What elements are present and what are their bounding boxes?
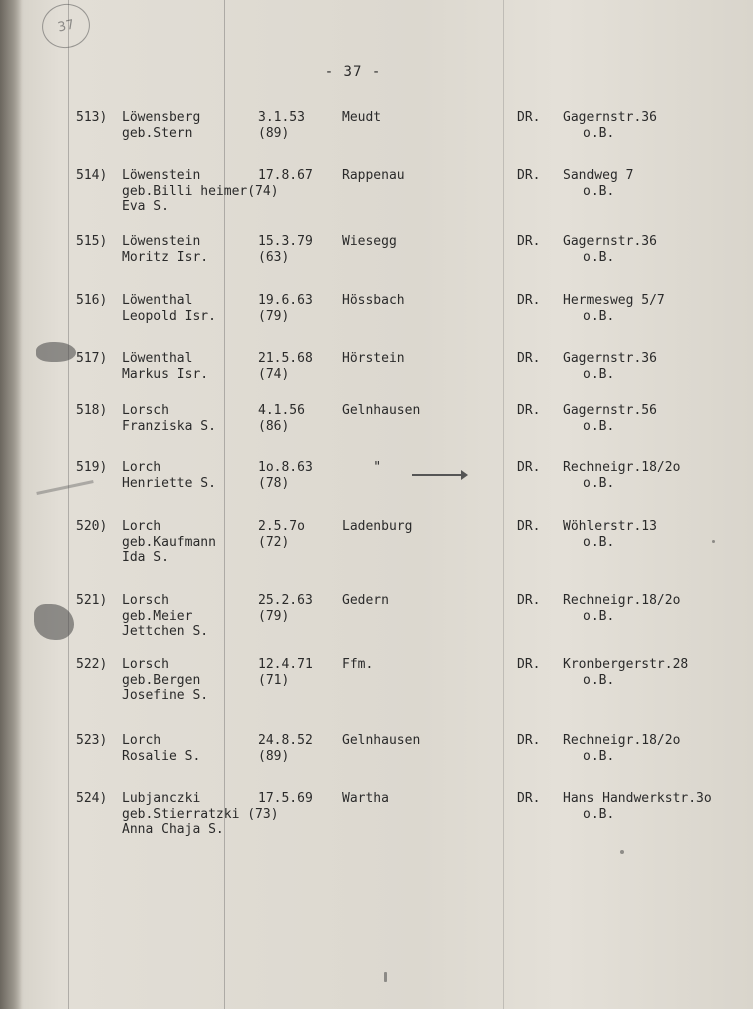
entry-ob: o.B. [583,475,615,491]
entry-number: 519) [76,460,108,475]
arrow-mark [412,474,466,476]
entry-address [563,110,657,141]
entry-street: Sandweg 7 [563,168,634,183]
entry-dr: DR. [517,733,541,748]
entry-name: Löwenstein geb.Billi heimer(74) Eva S. [122,168,279,214]
entry-number: 524) [76,791,108,806]
entry-birthdate: 3.1.53 (89) [258,110,305,141]
entry-birthplace: Meudt [342,110,382,125]
entry-birthdate: 17.8.67 [258,168,313,183]
page-number: - 37 - [324,64,382,80]
entry-number: 516) [76,293,108,308]
entry-address [563,351,657,382]
entry-dr: DR. [517,519,541,534]
entry-number: 517) [76,351,108,366]
entry-number: 518) [76,403,108,418]
entry-street: Hermesweg 5/7 [563,293,665,308]
entry-birthdate: 1o.8.63 (78) [258,460,313,491]
entry-dr: DR. [517,168,541,183]
entry-dr: DR. [517,791,541,806]
entry-number: 514) [76,168,108,183]
scan-edge-shadow [0,0,22,1009]
entry-number: 513) [76,110,108,125]
column-rule-address [503,0,504,1009]
entry-dr: DR. [517,234,541,249]
entry-name: Lorch Rosalie S. [122,733,201,764]
entry-ob: o.B. [583,748,615,764]
entry-address [563,168,633,199]
entry-address [563,593,680,624]
entry-ob: o.B. [583,308,615,324]
entry-birthdate: 17.5.69 [258,791,313,806]
entry-name: Löwenthal Leopold Isr. [122,293,216,324]
entry-address [563,791,712,822]
entry-birthdate: 21.5.68 (74) [258,351,313,382]
entry-name: Löwenthal Markus Isr. [122,351,209,382]
entry-birthdate: 15.3.79 (63) [258,234,313,265]
entry-ob: o.B. [583,125,615,141]
entry-birthplace: Wartha [342,791,389,806]
entry-address [563,293,665,324]
entry-address [563,733,680,764]
entry-birthplace: Rappenau [342,168,405,183]
entry-number: 515) [76,234,108,249]
speck [620,850,624,854]
entry-ob: o.B. [583,366,615,382]
entry-birthplace: Wiesegg [342,234,397,249]
entry-number: 521) [76,593,108,608]
entry-street: Rechneigr.18/2o [563,733,681,748]
page-stamp: 37 [38,0,94,53]
entry-birthplace: Gelnhausen [342,403,421,418]
entry-birthdate: 19.6.63 (79) [258,293,313,324]
entry-name: Löwensberg geb.Stern [122,110,201,141]
entry-name: Löwenstein Moritz Isr. [122,234,209,265]
entry-birthdate: 24.8.52 (89) [258,733,313,764]
entry-birthdate: 4.1.56 (86) [258,403,305,434]
entry-dr: DR. [517,293,541,308]
entry-street: Hans Handwerkstr.3o [563,791,712,806]
entry-dr: DR. [517,460,541,475]
entry-ob: o.B. [583,183,615,199]
entry-birthplace: Gedern [342,593,389,608]
column-rule-name [224,0,225,1009]
entry-ob: o.B. [583,418,615,434]
entry-street: Kronbergerstr.28 [563,657,689,672]
margin-rule-left [68,0,69,1009]
entry-birthplace: Hössbach [342,293,405,308]
entry-dr: DR. [517,657,541,672]
entry-address [563,403,657,434]
entry-street: Gagernstr.56 [563,403,657,418]
entry-name: Lorsch geb.Bergen Josefine S. [122,657,209,703]
entry-dr: DR. [517,110,541,125]
entry-name: Lorch geb.Kaufmann Ida S. [122,519,216,565]
entry-address [563,519,657,550]
speck [712,540,715,543]
entry-ob: o.B. [583,534,615,550]
entry-number: 523) [76,733,108,748]
entry-ob: o.B. [583,249,615,265]
entry-name: Lorsch geb.Meier Jettchen S. [122,593,209,639]
entry-birthdate: 2.5.7o (72) [258,519,305,550]
entry-ob: o.B. [583,806,615,822]
entry-street: Gagernstr.36 [563,110,657,125]
entry-ob: o.B. [583,672,615,688]
entry-birthplace: Hörstein [342,351,405,366]
entry-dr: DR. [517,351,541,366]
entry-name: Lorsch Franziska S. [122,403,216,434]
entry-street: Rechneigr.18/2o [563,460,681,475]
entry-birthplace: Ffm. [342,657,374,672]
pencil-smudge [36,480,93,495]
entry-birthplace: Ladenburg [342,519,413,534]
entry-number: 522) [76,657,108,672]
entry-birthdate: 12.4.71 (71) [258,657,313,688]
entry-street: Wöhlerstr.13 [563,519,657,534]
entry-address [563,657,688,688]
ink-blot [36,342,76,362]
entry-birthdate: 25.2.63 (79) [258,593,313,624]
entry-name: Lubjanczki geb.Stierratzki (73) Anna Chaja S. [122,791,279,837]
entry-birthplace: Gelnhausen [342,733,421,748]
entry-dr: DR. [517,403,541,418]
entry-street: Rechneigr.18/2o [563,593,681,608]
entry-street: Gagernstr.36 [563,234,657,249]
speck [384,972,387,982]
entry-dr: DR. [517,593,541,608]
entry-address [563,234,657,265]
entry-address [563,460,680,491]
entry-street: Gagernstr.36 [563,351,657,366]
entry-number: 520) [76,519,108,534]
entry-birthplace: " [342,460,382,475]
entry-ob: o.B. [583,608,615,624]
entry-name: Lorch Henriette S. [122,460,216,491]
